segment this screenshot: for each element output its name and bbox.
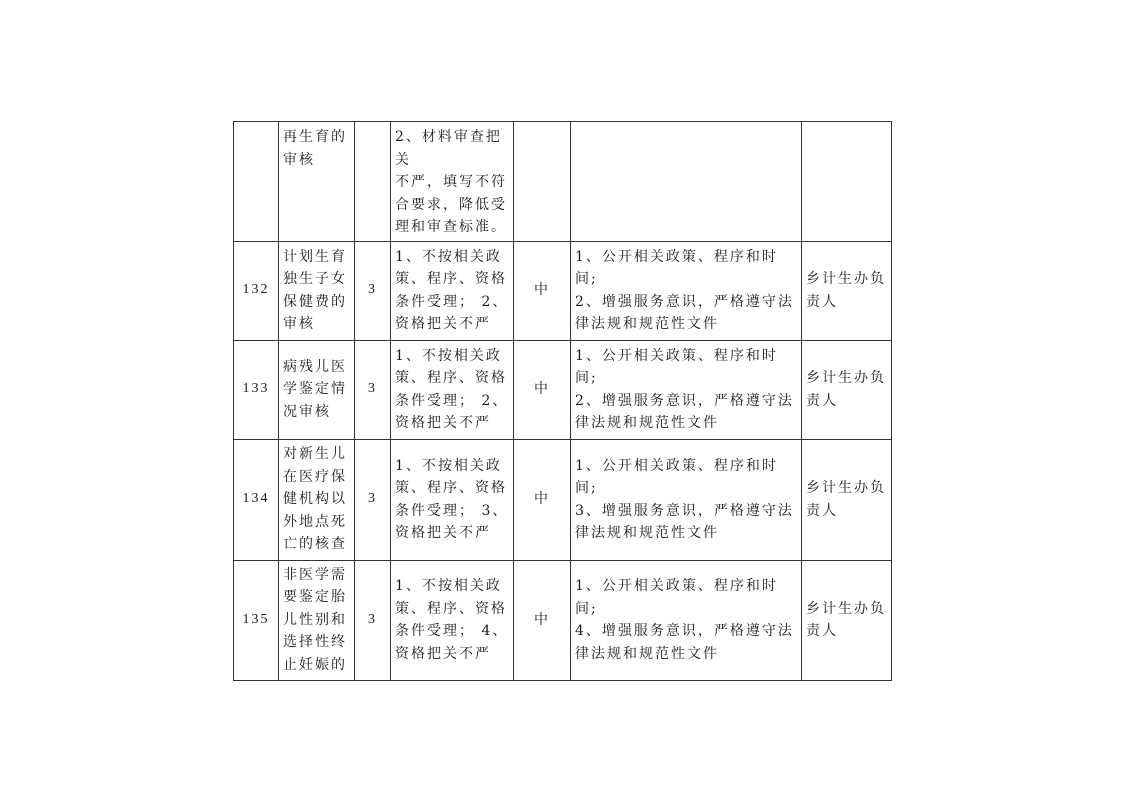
risk-line: 资格把关不严 (395, 645, 491, 662)
measure-line: 4、增强服务意识，严格遵守法 (575, 623, 794, 639)
score-cell: 3 (355, 560, 391, 680)
measure-line: 1、公开相关政策、程序和时间; (575, 248, 778, 287)
risk-description-cell (391, 122, 514, 242)
item-line: 独生子女 (283, 271, 347, 287)
risk-level-cell: 中 (514, 439, 571, 560)
risk-level-cell: 中 (514, 560, 571, 680)
responsible-line: 责人 (806, 623, 838, 639)
risk-description-cell (391, 340, 514, 439)
risk-line: 资格把关不严 (395, 525, 491, 541)
item-line: 学鉴定情 (283, 381, 347, 398)
table-row (234, 122, 892, 242)
item-line: 审核 (283, 151, 315, 168)
measures-cell (571, 439, 802, 560)
risk-line: 策、程序、资格 (395, 480, 507, 496)
risk-table-body (234, 122, 892, 681)
item-name-cell (279, 560, 355, 680)
item-line: 计划生育 (283, 248, 347, 265)
measure-line: 律法规和规范性文件 (575, 645, 719, 662)
risk-line: 合要求，降低受 (395, 196, 507, 213)
item-line: 在医疗保 (283, 468, 347, 485)
item-line: 非医学需 (283, 566, 347, 583)
item-line: 选择性终 (283, 634, 347, 651)
measure-line: 律法规和规范性文件 (575, 525, 719, 541)
score-cell (355, 122, 391, 242)
item-name-cell (279, 340, 355, 439)
item-line: 外地点死 (283, 513, 347, 530)
responsible-line: 乡计生办负 (806, 271, 886, 287)
risk-line: 1、不按相关政 (395, 248, 502, 265)
risk-line: 条件受理； 2、 (395, 293, 509, 310)
responsible-line: 责人 (806, 392, 838, 409)
row-number-cell (234, 122, 279, 242)
responsible-line: 乡计生办负 (806, 370, 886, 386)
risk-line: 理和审查标准。 (395, 219, 507, 235)
measures-cell (571, 241, 802, 340)
score-cell: 3 (355, 241, 391, 340)
responsible-line: 乡计生办负 (806, 480, 886, 496)
risk-line: 资格把关不严 (395, 415, 491, 431)
responsible-line: 责人 (806, 293, 838, 310)
measure-line: 2、增强服务意识，严格遵守法 (575, 293, 794, 310)
risk-line: 1、不按相关政 (395, 578, 502, 594)
risk-level-cell: 中 (514, 340, 571, 439)
measures-cell (571, 122, 802, 242)
measure-line: 3、增强服务意识，严格遵守法 (575, 502, 794, 519)
risk-description-cell (391, 439, 514, 560)
item-line: 亡的核查 (283, 536, 347, 553)
item-line: 要鉴定胎 (283, 589, 347, 606)
score-cell: 3 (355, 340, 391, 439)
item-line: 儿性别和 (283, 611, 347, 628)
item-line: 审核 (283, 316, 315, 332)
responsible-line: 责人 (806, 502, 838, 519)
risk-table (233, 121, 892, 681)
measures-cell (571, 560, 802, 680)
item-line: 再生育的 (283, 129, 347, 145)
item-name-cell (279, 122, 355, 242)
risk-line: 资格把关不严 (395, 316, 491, 332)
risk-line: 策、程序、资格 (395, 600, 507, 617)
table-row (234, 439, 892, 560)
item-line: 健机构以 (283, 491, 347, 508)
risk-line: 2、材料审查把关 (395, 129, 502, 168)
risk-line: 条件受理； 3、 (395, 502, 509, 519)
risk-line: 1、不按相关政 (395, 347, 502, 364)
row-number-cell: 132 (234, 241, 279, 340)
row-number-cell: 135 (234, 560, 279, 680)
measure-line: 2、增强服务意识，严格遵守法 (575, 392, 794, 409)
risk-line: 策、程序、资格 (395, 271, 507, 287)
table-row (234, 241, 892, 340)
risk-line: 条件受理； 2、 (395, 392, 509, 409)
item-line: 对新生儿 (283, 446, 347, 463)
risk-line: 条件受理； 4、 (395, 623, 509, 639)
measures-cell (571, 340, 802, 439)
responsible-cell (802, 241, 892, 340)
responsible-cell (802, 560, 892, 680)
risk-description-cell (391, 241, 514, 340)
item-line: 病残儿医 (283, 358, 347, 375)
item-name-cell (279, 241, 355, 340)
table-row (234, 340, 892, 439)
responsible-cell (802, 340, 892, 439)
risk-level-cell: 中 (514, 241, 571, 340)
item-line: 止妊娠的 (283, 656, 347, 673)
risk-level-cell (514, 122, 571, 242)
item-line: 况审核 (283, 403, 331, 420)
measure-line: 1、公开相关政策、程序和时间; (575, 457, 778, 496)
risk-line: 1、不按相关政 (395, 457, 502, 474)
item-line: 保健费的 (283, 293, 347, 310)
risk-line: 不严，填写不符 (395, 174, 507, 190)
responsible-line: 乡计生办负 (806, 600, 886, 617)
measure-line: 1、公开相关政策、程序和时间; (575, 347, 778, 386)
score-cell: 3 (355, 439, 391, 560)
item-name-cell (279, 439, 355, 560)
measure-line: 律法规和规范性文件 (575, 415, 719, 431)
responsible-cell (802, 122, 892, 242)
responsible-cell (802, 439, 892, 560)
measure-line: 1、公开相关政策、程序和时间; (575, 578, 778, 617)
table-row (234, 560, 892, 680)
measure-line: 律法规和规范性文件 (575, 316, 719, 332)
row-number-cell: 134 (234, 439, 279, 560)
risk-line: 策、程序、资格 (395, 370, 507, 386)
row-number-cell: 133 (234, 340, 279, 439)
risk-description-cell (391, 560, 514, 680)
